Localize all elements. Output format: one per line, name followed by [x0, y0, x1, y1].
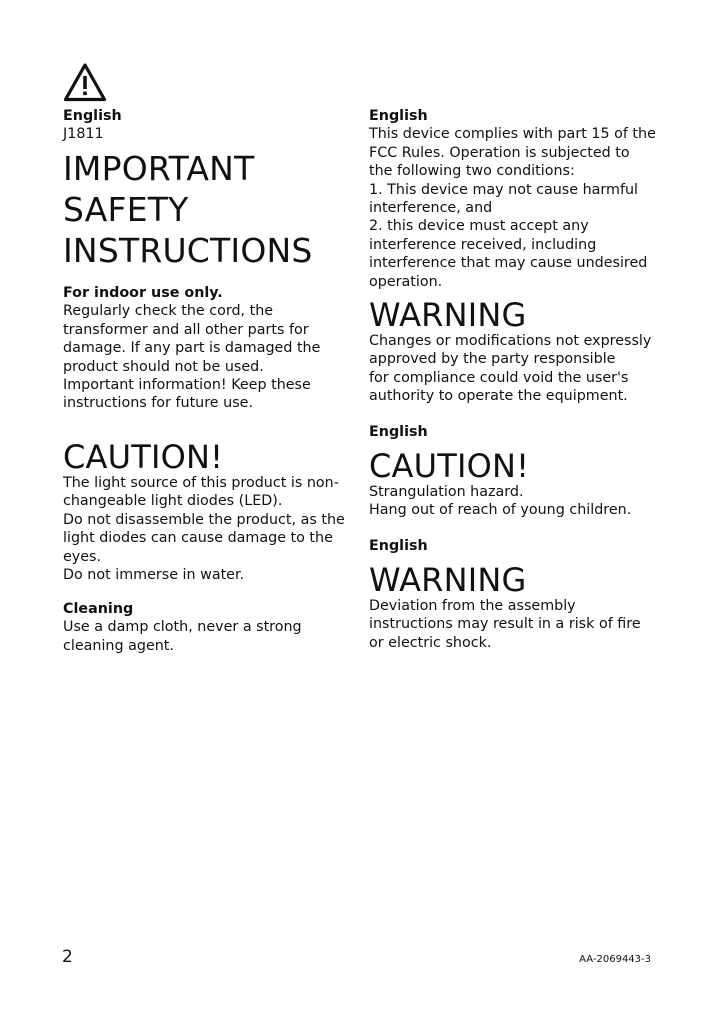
- caution-text: [63, 474, 353, 584]
- fcc-text: [369, 125, 659, 291]
- caution-text: [369, 483, 659, 520]
- text-line: interference received, including: [369, 236, 597, 253]
- text-line: Important information! Keep these: [63, 377, 311, 394]
- text-line: instructions for future use.: [63, 395, 253, 412]
- page-number: 2: [62, 947, 73, 967]
- language-label: English: [63, 108, 122, 124]
- cleaning-section: [63, 600, 353, 655]
- text-line: Changes or modifications not expressly: [369, 333, 652, 349]
- text-line: approved by the party responsible: [369, 351, 616, 368]
- text-line: The light source of this product is non-: [63, 475, 339, 491]
- language-label: English: [369, 538, 428, 554]
- warning-text: [369, 332, 659, 406]
- text-line: or electric shock.: [369, 634, 492, 651]
- indoor-heading: For indoor use only.: [63, 285, 223, 301]
- text-line: interference, and: [369, 200, 493, 217]
- text-line: authority to operate the equipment.: [369, 388, 628, 405]
- warning-section-fcc: [369, 298, 659, 406]
- text-line: cleaning agent.: [63, 637, 174, 654]
- caution-section: [63, 440, 353, 584]
- text-line: Strangulation hazard.: [369, 484, 524, 500]
- text-line: FCC Rules. Operation is subjected to: [369, 144, 630, 161]
- text-line: operation.: [369, 273, 443, 290]
- warning-text: [369, 597, 659, 652]
- text-line: Use a damp cloth, never a strong: [63, 619, 302, 636]
- model-number: J1811: [63, 126, 104, 143]
- language-label: English: [369, 424, 428, 440]
- text-line: 1. This device may not cause harmful: [369, 181, 639, 198]
- text-line: for compliance could void the user's: [369, 369, 629, 386]
- caution-block: [369, 449, 659, 520]
- caution-section-strangulation: [369, 423, 659, 441]
- text-line: light diodes can cause damage to the: [63, 530, 333, 547]
- text-line: instructions may result in a risk of fire: [369, 616, 641, 633]
- warning-section-assembly: [369, 537, 659, 555]
- text-line: Regularly check the cord, the: [63, 303, 274, 320]
- text-line: the following two conditions:: [369, 163, 575, 180]
- title-line: INSTRUCTIONS: [63, 231, 313, 270]
- cleaning-text: [63, 618, 353, 655]
- caution-heading: CAUTION!: [369, 447, 530, 485]
- indoor-text: [63, 302, 353, 412]
- title-line: SAFETY: [63, 190, 189, 229]
- warning-triangle-icon: [63, 62, 107, 102]
- text-line: interference that may cause undesired: [369, 255, 648, 272]
- indoor-use-section: [63, 284, 353, 413]
- text-line: Do not immerse in water.: [63, 567, 245, 584]
- text-line: This device complies with part 15 of the: [369, 126, 656, 143]
- fcc-section: [369, 107, 659, 291]
- text-line: Deviation from the assembly: [369, 598, 576, 614]
- text-line: Do not disassemble the product, as the: [63, 511, 345, 528]
- warning-block: [369, 563, 659, 652]
- text-line: product should not be used.: [63, 358, 264, 375]
- caution-heading: CAUTION!: [63, 438, 224, 476]
- page-title: [63, 148, 353, 271]
- text-line: transformer and all other parts for: [63, 321, 309, 338]
- text-line: changeable light diodes (LED).: [63, 493, 283, 510]
- text-line: damage. If any part is damaged the: [63, 340, 321, 357]
- warning-heading: WARNING: [369, 561, 527, 599]
- warning-heading: WARNING: [369, 296, 527, 334]
- language-label: English: [369, 108, 428, 124]
- language-block: [63, 107, 353, 144]
- title-line: IMPORTANT: [63, 149, 255, 188]
- cleaning-heading: Cleaning: [63, 601, 134, 617]
- text-line: eyes.: [63, 548, 102, 565]
- document-code: AA-2069443-3: [579, 954, 651, 965]
- text-line: 2. this device must accept any: [369, 218, 589, 235]
- text-line: Hang out of reach of young children.: [369, 502, 632, 519]
